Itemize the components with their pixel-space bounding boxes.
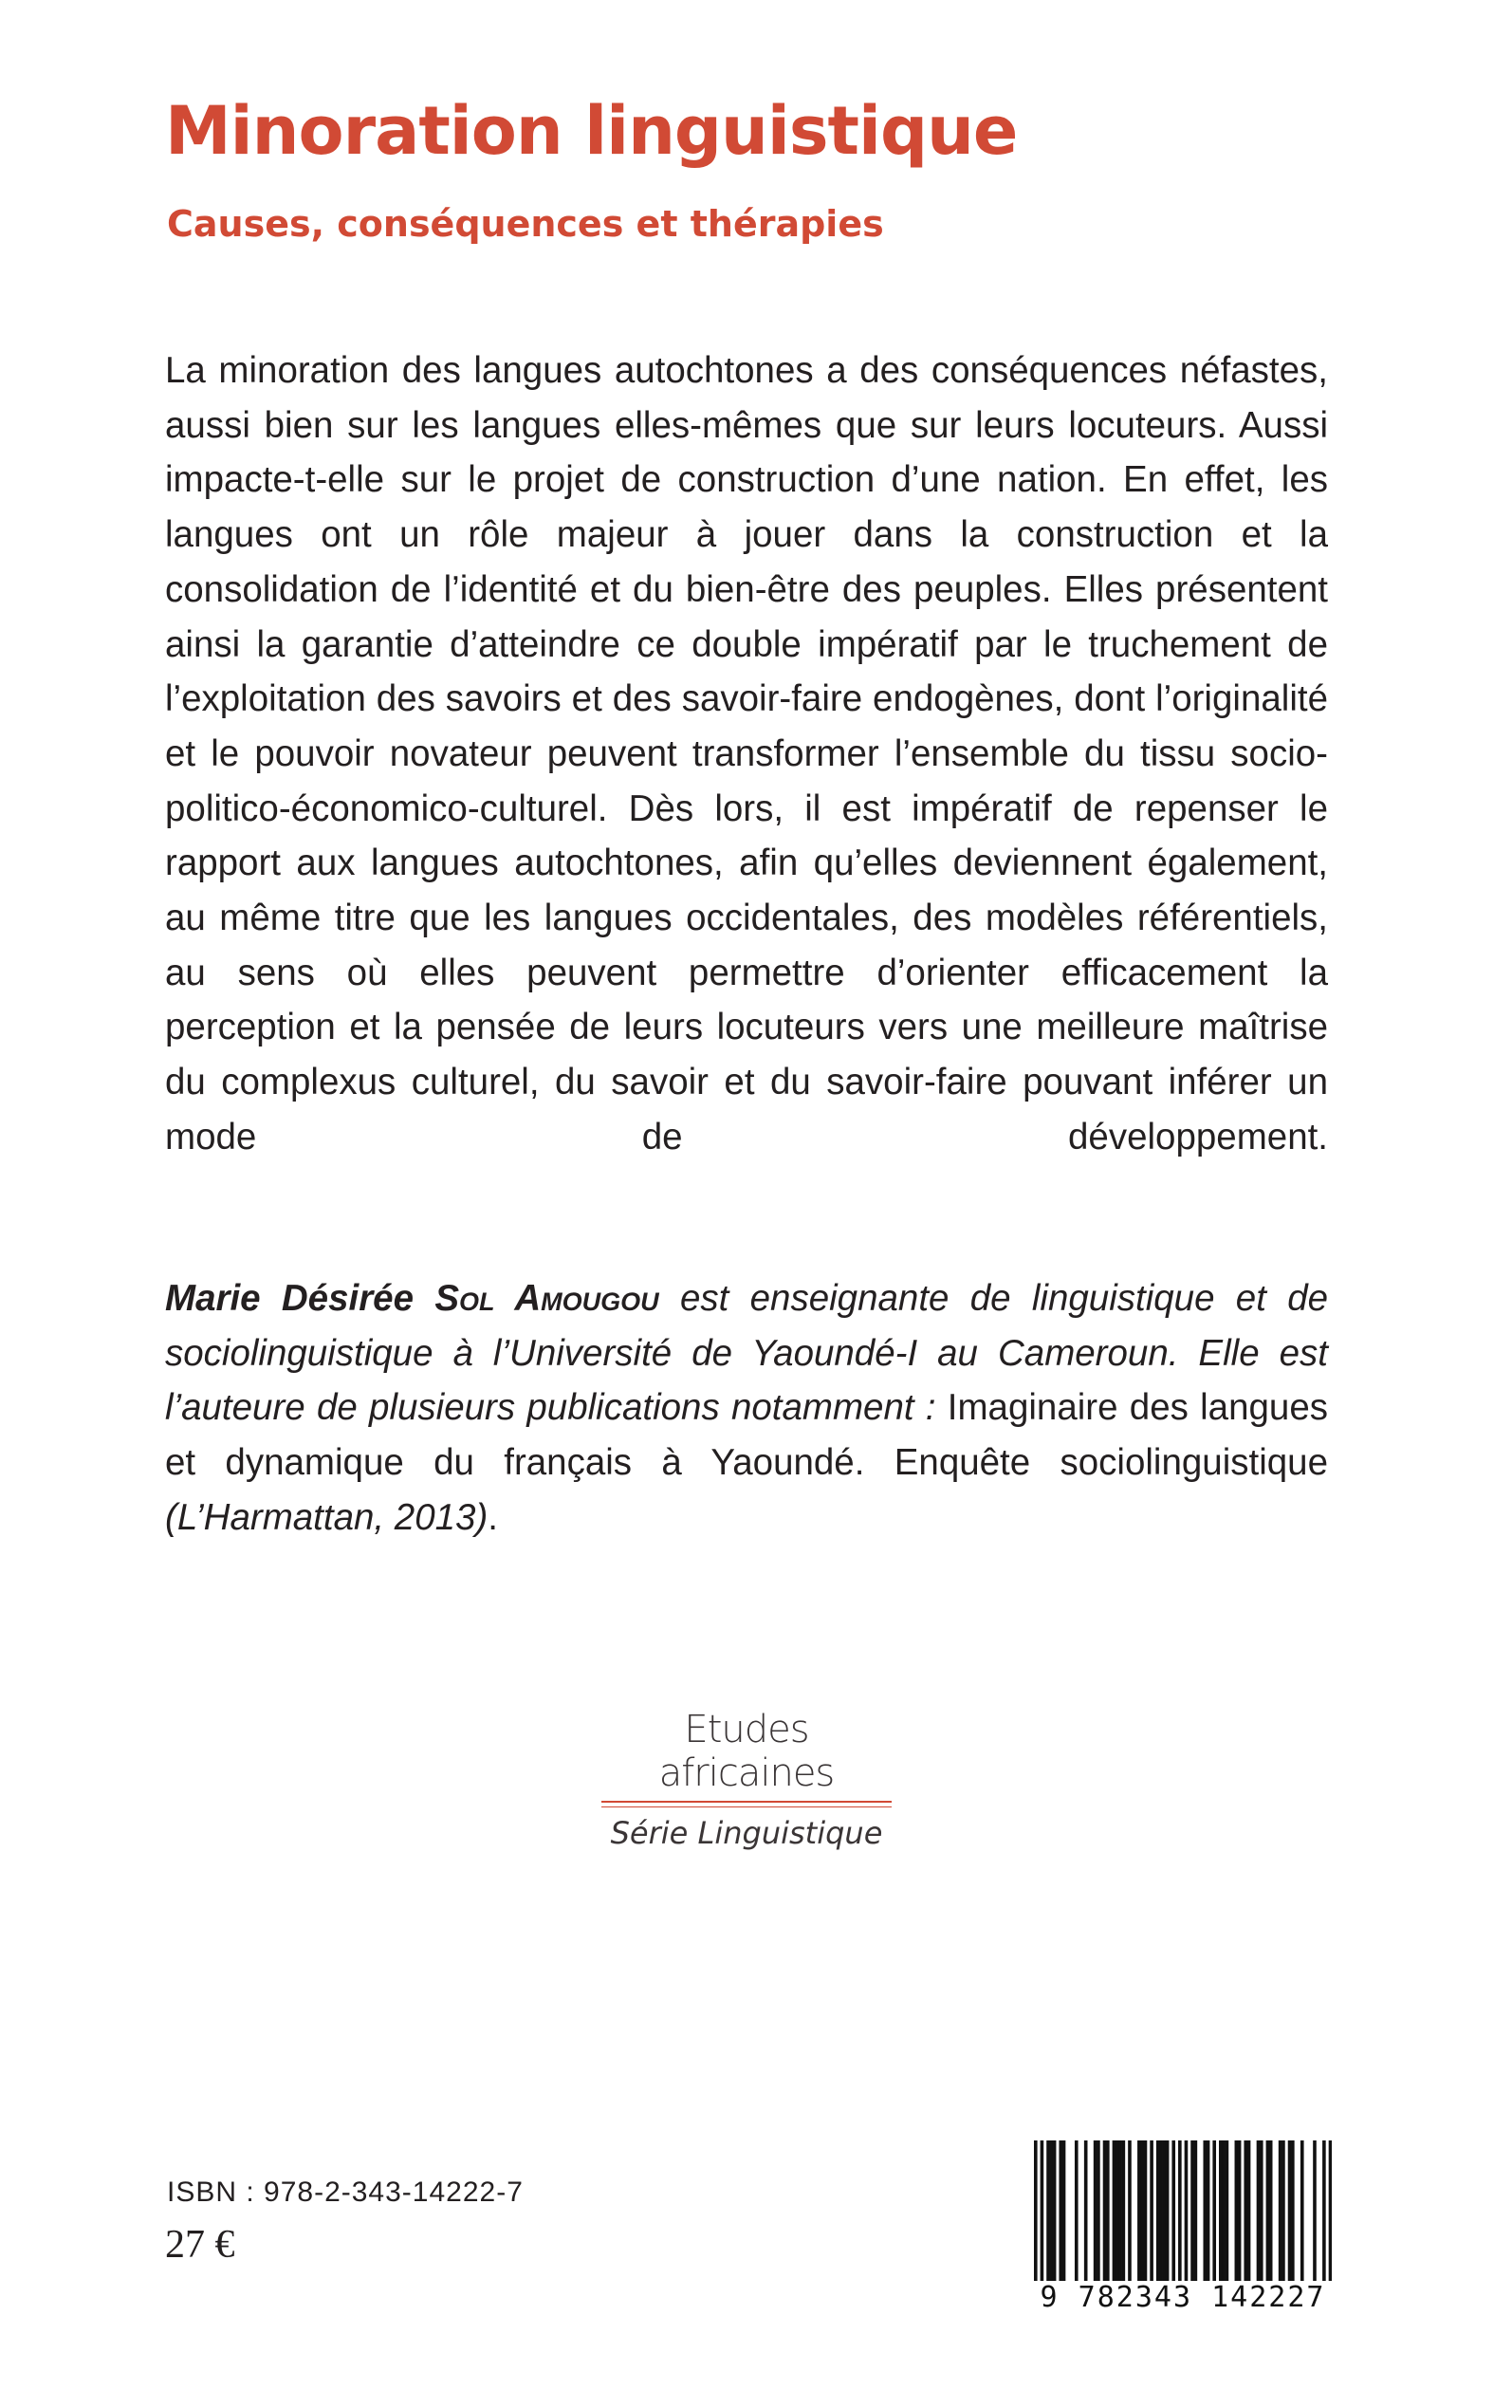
- barcode-digits: 9 782343 142227: [1034, 2281, 1332, 2314]
- barcode-bar: [1219, 2140, 1223, 2283]
- barcode-bar: [1257, 2140, 1261, 2283]
- series-subtitle: Série Linguistique: [610, 1815, 883, 1851]
- barcode-bar: [1118, 2140, 1122, 2283]
- author-bio: [165, 1271, 1328, 1546]
- barcode-bar: [1194, 2140, 1198, 2283]
- barcode-bar: [1266, 2140, 1270, 2283]
- author-bio-text: est enseignante de linguistique et de sociolinguistique à l’Université de Yaoundé-I au Cameroun. Elle est l’auteure de plusieurs publications notamment :: [165, 1278, 1329, 1429]
- barcode-bar: [1084, 2140, 1088, 2283]
- barcode-bar: [1269, 2140, 1273, 2283]
- barcode-bar: [1288, 2140, 1292, 2283]
- barcode-bar: [1062, 2140, 1066, 2283]
- book-title: Minoration linguistique: [165, 92, 1018, 170]
- barcode-bar: [1185, 2140, 1189, 2283]
- barcode-bar: [1322, 2140, 1326, 2283]
- barcode-bar: [1313, 2140, 1317, 2283]
- barcode-bar: [1050, 2140, 1054, 2283]
- barcode-bar: [1226, 2140, 1229, 2283]
- barcode-bar: [1156, 2140, 1160, 2283]
- back-cover-blurb: La minoration des langues autochtones a des conséquences néfastes, aussi bien sur les langues elles-mêmes que sur leurs locuteurs. Aussi impacte-t-elle sur le projet de construction d’une nation. En effet, les langues ont un rôle majeur à jouer dans la construction et la consolidation de l’identité et du bien-être des peuples. Elles présentent ainsi la garantie d’atteindre ce double impératif par le truchement de l’exploitation des savoirs et des savoir-faire endogènes, dont l’originalité et le pouvoir novateur peuvent transformer l’ensemble du tissu socio-politico-économico-culturel. Dès lors, il est impératif de repenser le rapport aux langues autochtones, afin qu’elles deviennent également, au même titre que les langues occidentales, des modèles référentiels, au sens où elles peuvent permettre d’orienter efficacement la perception et la pensée de leurs locuteurs vers une meilleure maîtrise du complexus culturel, du savoir et du savoir-faire pouvant inférer un mode de développement.: [165, 350, 1328, 1158]
- barcode-bar: [1137, 2140, 1141, 2283]
- barcode-bar: [1159, 2140, 1163, 2283]
- barcode-bar: [1279, 2140, 1282, 2283]
- isbn: ISBN : 978-2-343-14222-7: [167, 2176, 524, 2208]
- barcode-bar: [1140, 2140, 1144, 2283]
- barcode-bar: [1247, 2140, 1251, 2283]
- series-divider: [601, 1801, 892, 1807]
- barcode-bar: [1235, 2140, 1239, 2283]
- barcode: [1034, 2140, 1332, 2321]
- barcode-bar: [1282, 2140, 1285, 2283]
- barcode-bar: [1291, 2140, 1295, 2283]
- barcode-bar: [1166, 2140, 1170, 2283]
- barcode-bar: [1059, 2140, 1062, 2283]
- barcode-bar: [1171, 2140, 1175, 2283]
- author-bio-end: .: [488, 1496, 498, 1538]
- barcode-bar: [1222, 2140, 1226, 2283]
- barcode-bar: [1329, 2140, 1332, 2283]
- author-book-title: Imaginaire des langues et dynamique du français à Yaoundé. Enquête sociolinguistique: [165, 1387, 1328, 1484]
- author-book-publisher: (L’Harmattan, 2013): [165, 1496, 489, 1538]
- barcode-bar: [1128, 2140, 1132, 2283]
- barcode-bar: [1238, 2140, 1242, 2283]
- barcode-bar: [1113, 2140, 1116, 2283]
- barcode-bar: [1053, 2140, 1057, 2283]
- barcode-bar: [1041, 2140, 1044, 2283]
- barcode-bar: [1163, 2140, 1167, 2283]
- barcode-bar: [1144, 2140, 1148, 2283]
- barcode-bar: [1207, 2140, 1210, 2283]
- barcode-bar: [1178, 2140, 1182, 2283]
- barcode-bar: [1190, 2140, 1194, 2283]
- book-subtitle: Causes, conséquences et thérapies: [167, 203, 884, 245]
- author-surname: Sol Amougou: [434, 1278, 659, 1319]
- author-first-names: Marie Désirée: [165, 1278, 415, 1319]
- barcode-bar: [1116, 2140, 1119, 2283]
- barcode-bar: [1097, 2140, 1100, 2283]
- barcode-bar: [1300, 2140, 1304, 2283]
- barcode-bar: [1203, 2140, 1207, 2283]
- barcode-bar: [1094, 2140, 1097, 2283]
- barcode-bar: [1103, 2140, 1107, 2283]
- barcode-bar: [1046, 2140, 1050, 2283]
- series-name: Etudes africaines: [658, 1708, 835, 1795]
- barcode-bars: [1034, 2140, 1332, 2283]
- barcode-bar: [1244, 2140, 1247, 2283]
- barcode-bar: [1106, 2140, 1110, 2283]
- price: 27 €: [165, 2223, 235, 2267]
- barcode-bar: [1034, 2140, 1038, 2283]
- barcode-bar: [1150, 2140, 1153, 2283]
- series-block: [599, 1708, 894, 1851]
- barcode-bar: [1260, 2140, 1263, 2283]
- barcode-bar: [1122, 2140, 1126, 2283]
- barcode-bar: [1075, 2140, 1079, 2283]
- barcode-bar: [1212, 2140, 1216, 2283]
